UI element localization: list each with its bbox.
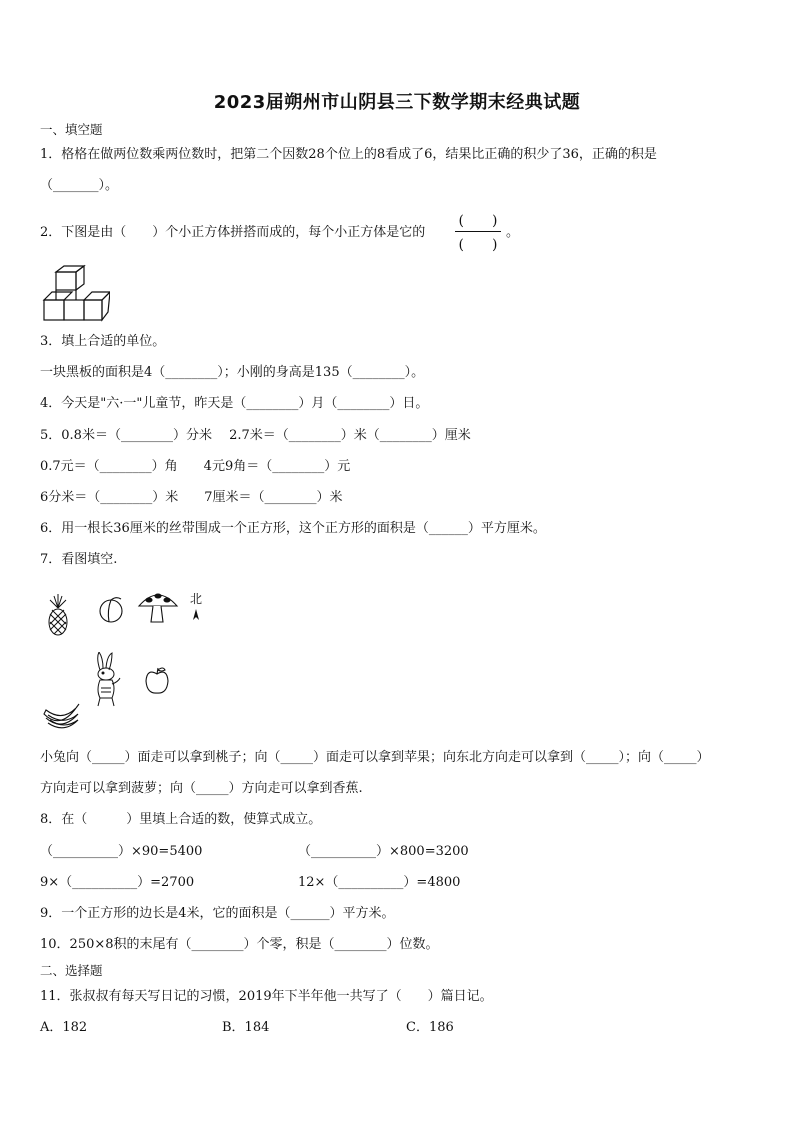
banana-icon (42, 700, 80, 732)
question-4-text: 4．今天是"六·一"儿童节，昨天是（________）月（________）日。 (40, 396, 429, 411)
question-9-text: 9．一个正方形的边长是4米，它的面积是（______）平方米。 (40, 906, 395, 921)
north-arrow-icon (191, 608, 201, 622)
apple-icon (143, 666, 171, 696)
question-2-text: 2．下图是由（ ）个小正方体拼搭而成的，每个小正方体是它的 (40, 225, 426, 240)
question-8-item-b: （__________）×800=3200 (298, 844, 469, 859)
fraction-denominator: ( ) (458, 237, 498, 253)
fraction-bar (455, 231, 501, 232)
question-3-text: 3．填上合适的单位。 (40, 334, 166, 349)
page-title: 2023届朔州市山阴县三下数学期末经典试题 (213, 92, 581, 113)
question-1-line-1: 1．格格在做两位数乘两位数时，把第二个因数28个位上的8看成了6，结果比正确的积少了36，正确的积是 (40, 147, 657, 162)
question-3-line: 一块黑板的面积是4（________）；小刚的身高是135（________）。 (40, 365, 425, 380)
peach-icon (96, 596, 126, 624)
question-11-option-b: B．184 (222, 1020, 270, 1035)
question-8-item-a: （__________）×90=5400 (40, 844, 203, 859)
question-10-text: 10．250×8积的末尾有（________）个零，积是（________）位数。 (40, 937, 439, 952)
mushroom-icon (137, 590, 179, 626)
pineapple-icon (44, 594, 72, 636)
question-7-line-1: 小兔向（_____）面走可以拿到桃子；向（_____）面走可以拿到苹果；向东北方向走可以拿到（_____）；向（_____） (40, 750, 710, 765)
north-label: 北 (190, 592, 203, 606)
question-11-option-c: C．186 (406, 1020, 454, 1035)
question-7-line-2: 方向走可以拿到菠萝；向（_____）方向走可以拿到香蕉. (40, 781, 363, 796)
question-1-line-2: （_______）。 (40, 178, 119, 193)
question-5-line-3: 6分米＝（________）米 7厘米＝（________）米 (40, 490, 343, 505)
question-11-option-a: A．182 (40, 1020, 88, 1035)
question-2-fraction (453, 210, 503, 254)
question-11-text: 11．张叔叔有每天写日记的习惯，2019年下半年他一共写了（ ）篇日记。 (40, 989, 493, 1004)
question-5-line-1: 5．0.8米＝（________）分米 2.7米＝（________）米（________）厘米 (40, 428, 471, 443)
section-heading-multiple-choice: 二、选择题 (40, 963, 103, 978)
question-2-end: 。 (506, 225, 520, 240)
cubes-figure (40, 262, 110, 326)
section-heading-fill-blank: 一、填空题 (40, 122, 103, 137)
question-8-item-d: 12×（__________）=4800 (298, 875, 461, 890)
question-7-text: 7．看图填空. (40, 552, 118, 567)
question-8-text: 8．在（ ）里填上合适的数，使算式成立。 (40, 812, 322, 827)
question-5-line-2: 0.7元＝（________）角 4元9角＝（________）元 (40, 459, 351, 474)
question-8-item-c: 9×（__________）=2700 (40, 875, 195, 890)
rabbit-icon (90, 652, 126, 708)
question-6-text: 6．用一根长36厘米的丝带围成一个正方形，这个正方形的面积是（______）平方厘米。 (40, 521, 546, 536)
fraction-numerator: ( ) (458, 213, 498, 229)
